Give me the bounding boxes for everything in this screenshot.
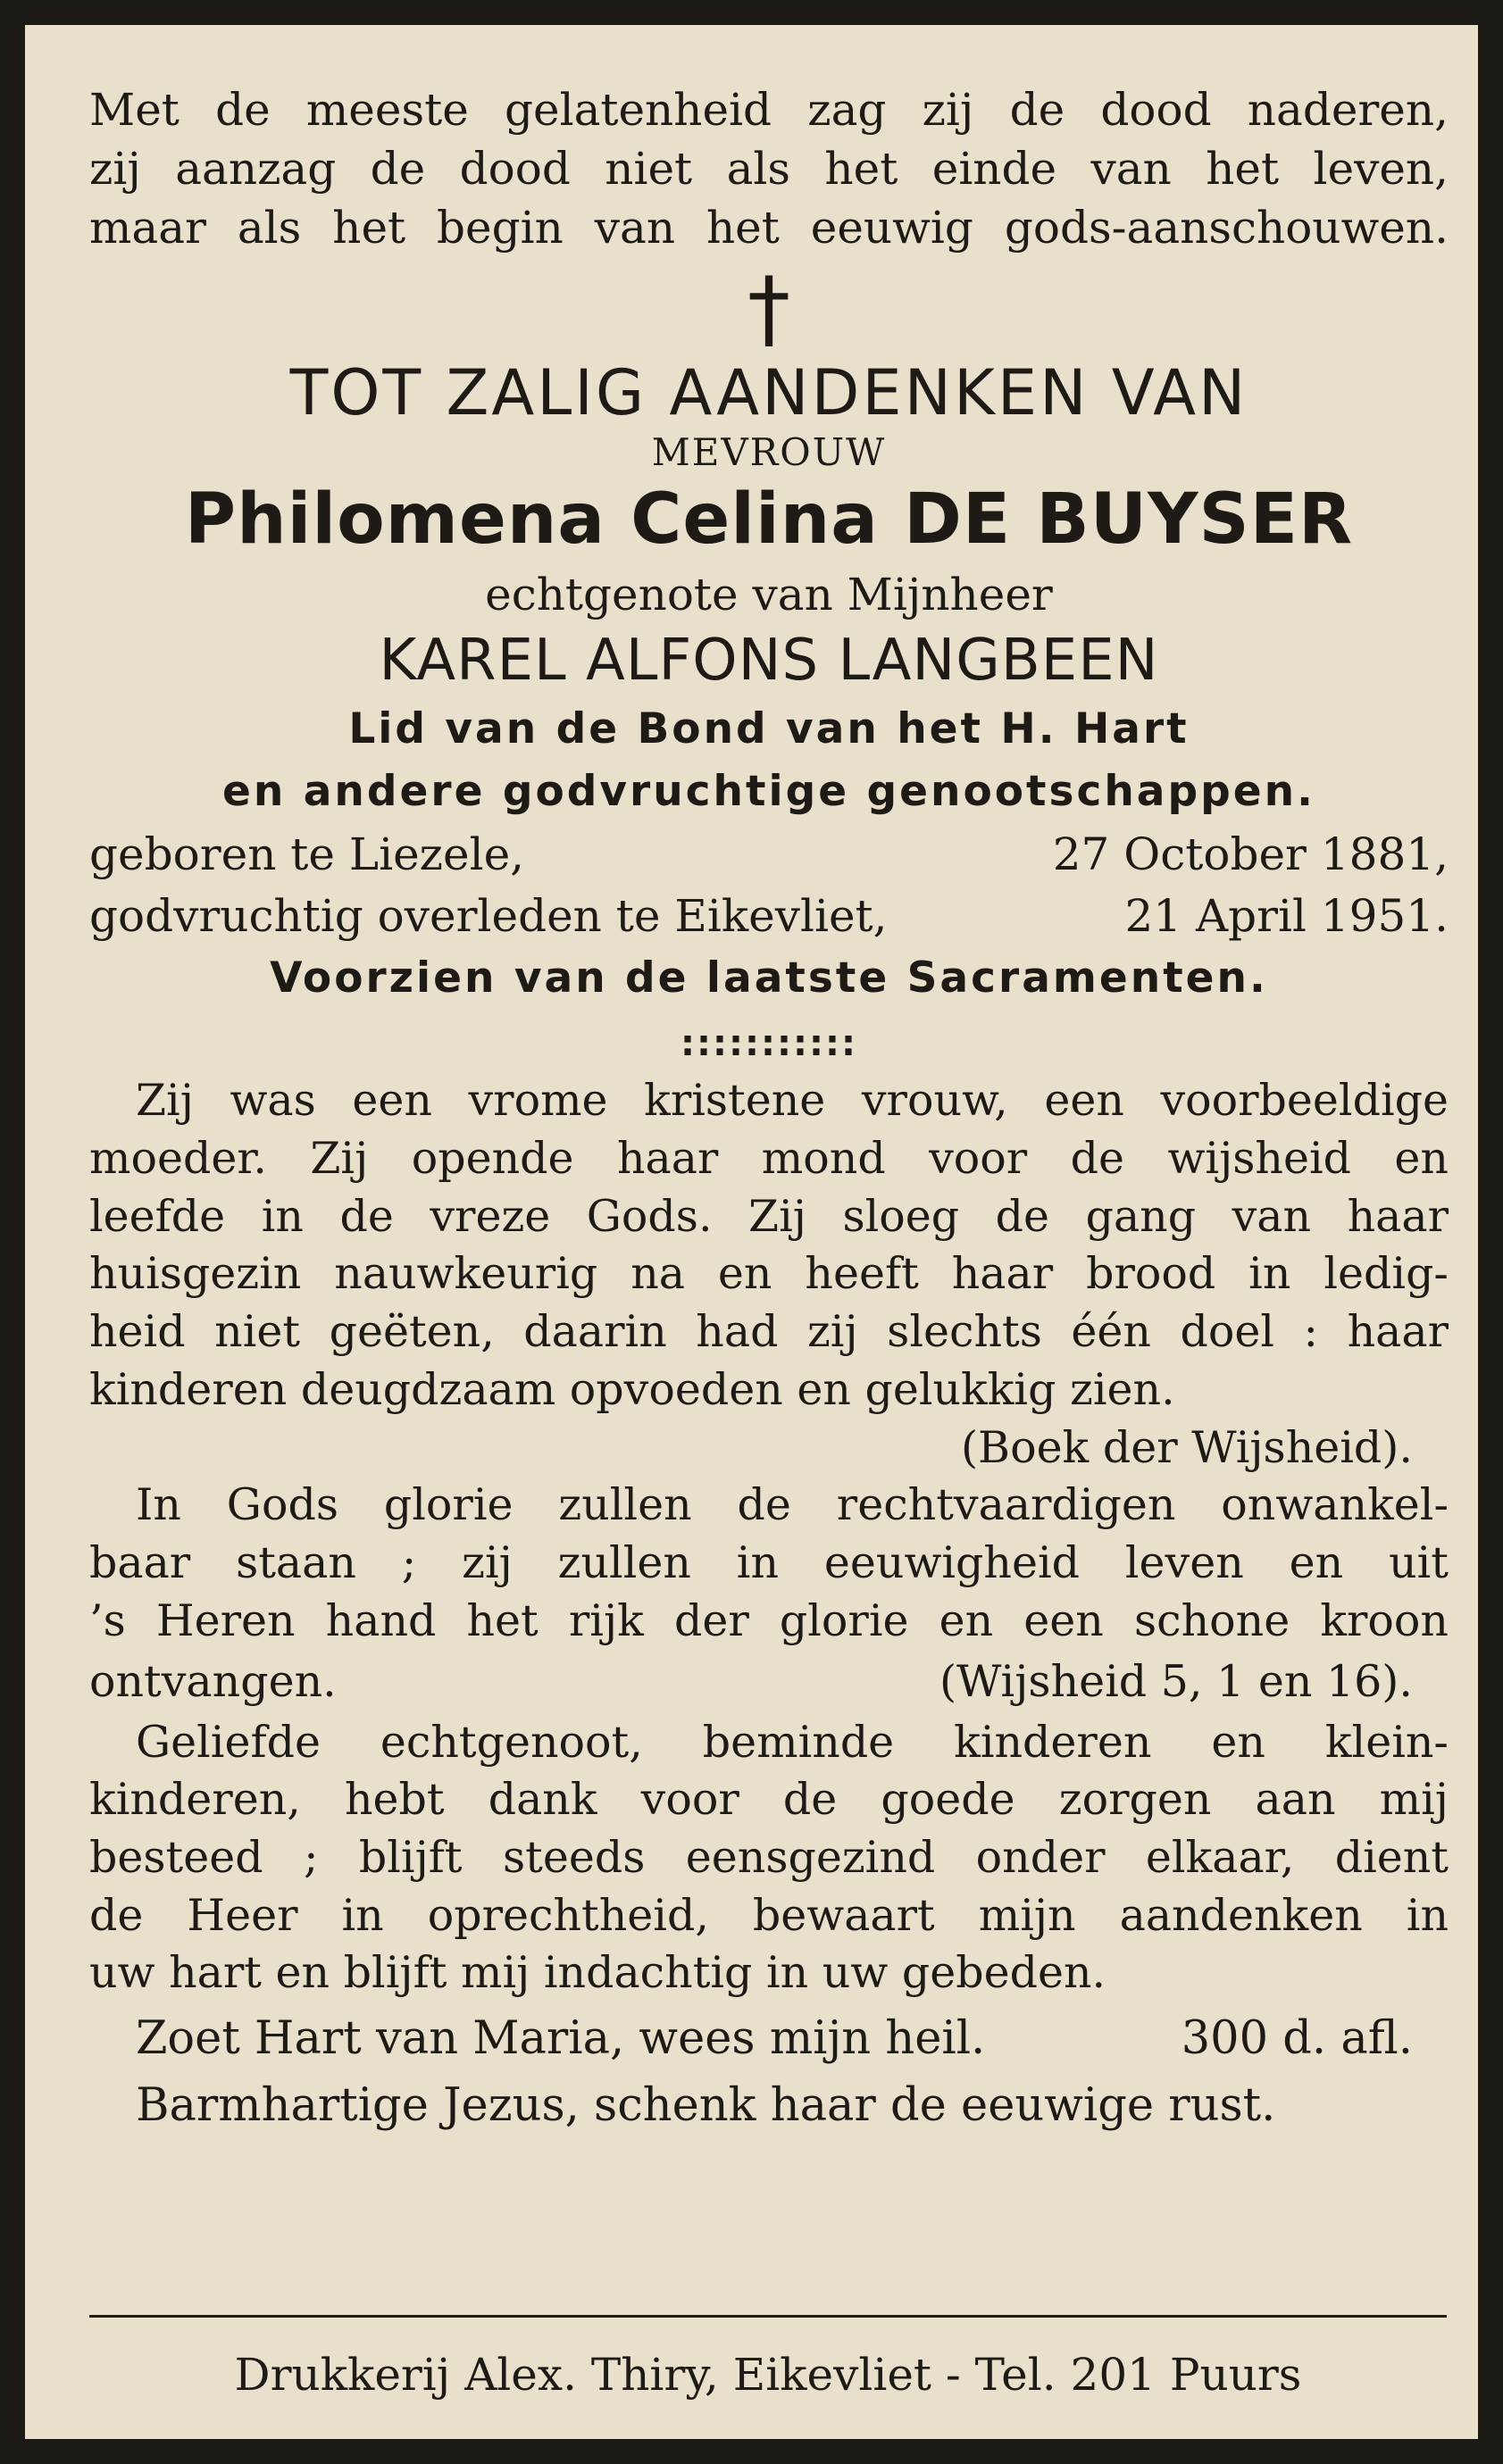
sacraments-line: Voorzien van de laatste Sacramenten.	[270, 953, 1268, 1003]
text-line: kinderen, hebt dank voor de goede zorgen aan mij	[89, 1774, 1449, 1826]
text-line: heid niet geëten, daarin had zij slechts één doel : haar	[89, 1306, 1449, 1358]
membership-line: Lid van de Bond van het H. Hart	[348, 703, 1190, 753]
citation: (Boek der Wijsheid).	[960, 1421, 1413, 1473]
paragraph-scripture	[89, 1477, 1449, 1714]
text-line: ontvangen.	[89, 1656, 337, 1708]
life-dates	[89, 824, 1449, 947]
cross-icon: †	[747, 259, 790, 359]
birth-date: 27 October 1881,	[1052, 828, 1449, 880]
poem-line: zij aanzag de dood niet als het einde van het leven,	[89, 143, 1449, 195]
paragraph-farewell	[89, 1714, 1449, 2002]
printer-credit: Drukkerij Alex. Thiry, Eikevliet - Tel. 201 Puurs	[234, 2349, 1302, 2401]
indulgence-text: 300 d. afl.	[1181, 2012, 1413, 2066]
relation-text: echtgenote van Mijnheer	[485, 568, 1053, 620]
text-line: uw hart en blijft mij indachtig in uw gebeden.	[89, 1947, 1106, 1999]
paragraph-virtues	[89, 1072, 1449, 1477]
text-line: baar staan ; zij zullen in eeuwigheid leven en uit	[89, 1536, 1449, 1588]
text-line: kinderen deugdzaam opvoeden en gelukkig zien.	[89, 1363, 1175, 1415]
death-date: 21 April 1951.	[1124, 889, 1449, 942]
divider-rule	[89, 2315, 1447, 2318]
prayer-text: Zoet Hart van Maria, wees mijn heil.	[136, 2012, 986, 2066]
opening-poem	[89, 80, 1449, 257]
membership-line: en andere godvruchtige genootschappen.	[222, 767, 1315, 817]
death-row	[89, 886, 1449, 947]
poem-line: maar als het begin van het eeuwig gods-aanschouwen.	[89, 202, 1449, 254]
text-line: Geliefde echtgenoot, beminde kinderen en klein-	[136, 1716, 1449, 1768]
memorial-heading: TOT ZALIG AANDENKEN VAN	[289, 356, 1248, 429]
text-line: leefde in de vreze Gods. Zij sloeg de gang van haar	[89, 1190, 1449, 1242]
text-line: de Heer in oprechtheid, bewaart mijn aandenken in	[89, 1889, 1449, 1941]
text-line: ’s Heren hand het rijk der glorie en een schone kroon	[89, 1594, 1449, 1646]
text-line: moeder. Zij opende haar mond voor de wijsheid en	[89, 1133, 1449, 1185]
death-label: godvruchtig overleden te Eikevliet,	[89, 889, 888, 942]
memorial-card	[25, 25, 1478, 2439]
card-content	[89, 80, 1449, 2135]
citation: (Wijsheid 5, 1 en 16).	[939, 1656, 1413, 1708]
divider-dots: :::::::::::	[681, 1023, 857, 1065]
citation-row	[89, 1650, 1449, 1714]
text-line: huisgezin nauwkeurig na en heeft haar brood in ledig-	[89, 1248, 1449, 1300]
birth-label: geboren te Liezele,	[89, 828, 525, 880]
deceased-name: Philomena Celina DE BUYSER	[184, 479, 1354, 561]
spouse-name: KAREL ALFONS LANGBEEN	[379, 627, 1159, 694]
prayer-text: Barmhartige Jezus, schenk haar de eeuwige rust.	[136, 2078, 1276, 2132]
honorific-title: MEVROUW	[651, 430, 887, 474]
text-line: besteed ; blijft steeds eensgezind onder elkaar, dient	[89, 1832, 1449, 1884]
text-line: In Gods glorie zullen de rechtvaardigen onwankel-	[136, 1479, 1449, 1531]
prayer-row	[89, 2002, 1449, 2076]
birth-row	[89, 824, 1449, 886]
text-line: Zij was een vrome kristene vrouw, een voorbeeldige	[136, 1075, 1449, 1127]
poem-line: Met de meeste gelatenheid zag zij de dood naderen,	[89, 84, 1449, 136]
closing-prayers	[89, 2002, 1449, 2135]
